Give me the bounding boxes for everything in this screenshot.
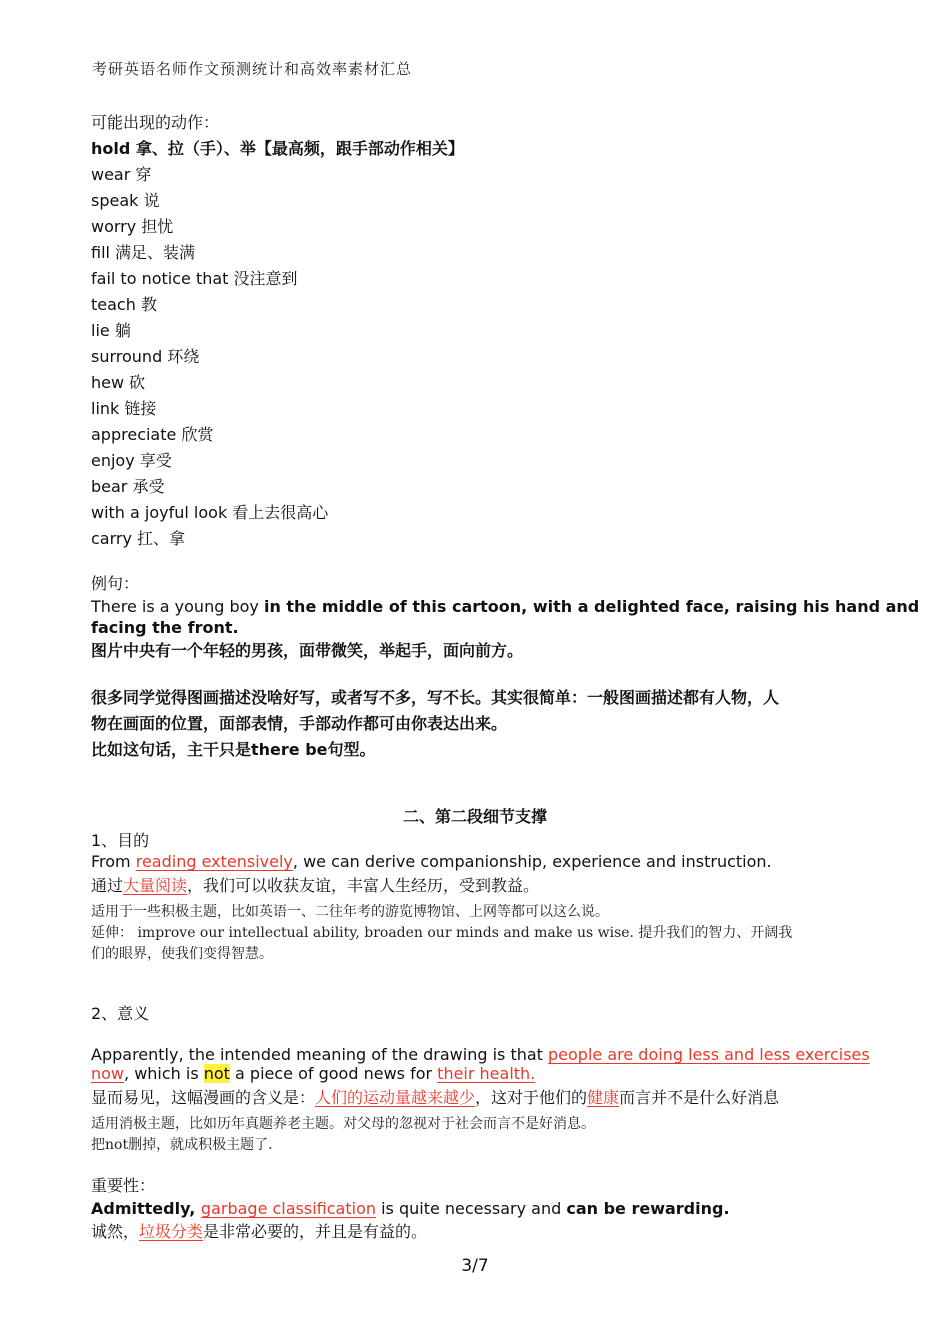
note-line: 比如这句话，主干只是there be句型。 [91,740,376,759]
action-item: bear 承受 [91,477,165,496]
purpose-zh: 通过大量阅读，我们可以收获友谊，丰富人生经历，受到教益。 [91,876,540,895]
action-item: fail to notice that 没注意到 [91,269,298,288]
purpose-tip: 适用于一些积极主题，比如英语一、二往年考的游览博物馆、上网等都可以这么说。 [91,904,609,920]
actions-lead: hold 拿、拉（手）、举【最高频，跟手部动作相关】 [91,139,464,158]
action-item: speak 说 [91,191,160,210]
note-line: 物在画面的位置，面部表情，手部动作都可由你表达出来。 [91,714,508,733]
importance-zh: 诚然，垃圾分类是非常必要的，并且是有益的。 [91,1222,428,1241]
purpose-title: 1、目的 [91,831,150,850]
example-en-line1: There is a young boy in the middle of this cartoon, with a delighted face, raising his hand and [91,597,920,616]
note-line: 很多同学觉得图画描述没啥好写，或者写不多，写不长。其实很简单：一般图画描述都有人物，人 [91,688,780,707]
meaning-en-line2: now, which is not a piece of good news for their health. [91,1064,536,1083]
action-item: lie 躺 [91,321,131,340]
page-number: 3/7 [461,1256,489,1276]
purpose-en: From reading extensively, we can derive companionship, experience and instruction. [91,852,772,871]
action-item: teach 教 [91,295,157,314]
action-item: wear 穿 [91,165,152,184]
page-header: 考研英语名师作文预测统计和高效率素材汇总 [92,60,413,78]
importance-title: 重要性： [91,1176,156,1195]
actions-title: 可能出现的动作： [91,113,220,132]
example-zh: 图片中央有一个年轻的男孩，面带微笑，举起手，面向前方。 [91,641,524,660]
action-item: link 链接 [91,399,157,418]
meaning-en-line1: Apparently, the intended meaning of the drawing is that people are doing less and less exercises [91,1045,870,1064]
meaning-tip: 把not删掉，就成积极主题了. [91,1137,273,1153]
action-item: worry 担忧 [91,217,174,236]
section-heading: 二、第二段细节支撑 [402,807,547,826]
meaning-tip: 适用消极主题，比如历年真题养老主题。对父母的忽视对于社会而言不是好消息。 [91,1116,595,1132]
meaning-title: 2、意义 [91,1004,150,1023]
purpose-tip: 们的眼界，使我们变得智慧。 [91,946,273,962]
meaning-zh: 显而易见，这幅漫画的含义是：人们的运动量越来越少，这对于他们的健康而言并不是什么好消息 [91,1088,780,1107]
action-item: carry 扛、拿 [91,529,186,548]
example-en-line2: facing the front. [91,618,239,637]
action-item: with a joyful look 看上去很高心 [91,503,329,522]
action-item: fill 满足、装满 [91,243,196,262]
purpose-tip: 延伸： improve our intellectual ability, broaden our minds and make us wise. 提升我们的智力、开阔我 [91,925,793,941]
action-item: hew 砍 [91,373,146,392]
example-title: 例句： [91,574,140,593]
action-item: appreciate 欣赏 [91,425,214,444]
importance-en: Admittedly, garbage classification is quite necessary and can be rewarding. [91,1199,730,1218]
action-item: surround 环绕 [91,347,200,366]
action-item: enjoy 享受 [91,451,172,470]
